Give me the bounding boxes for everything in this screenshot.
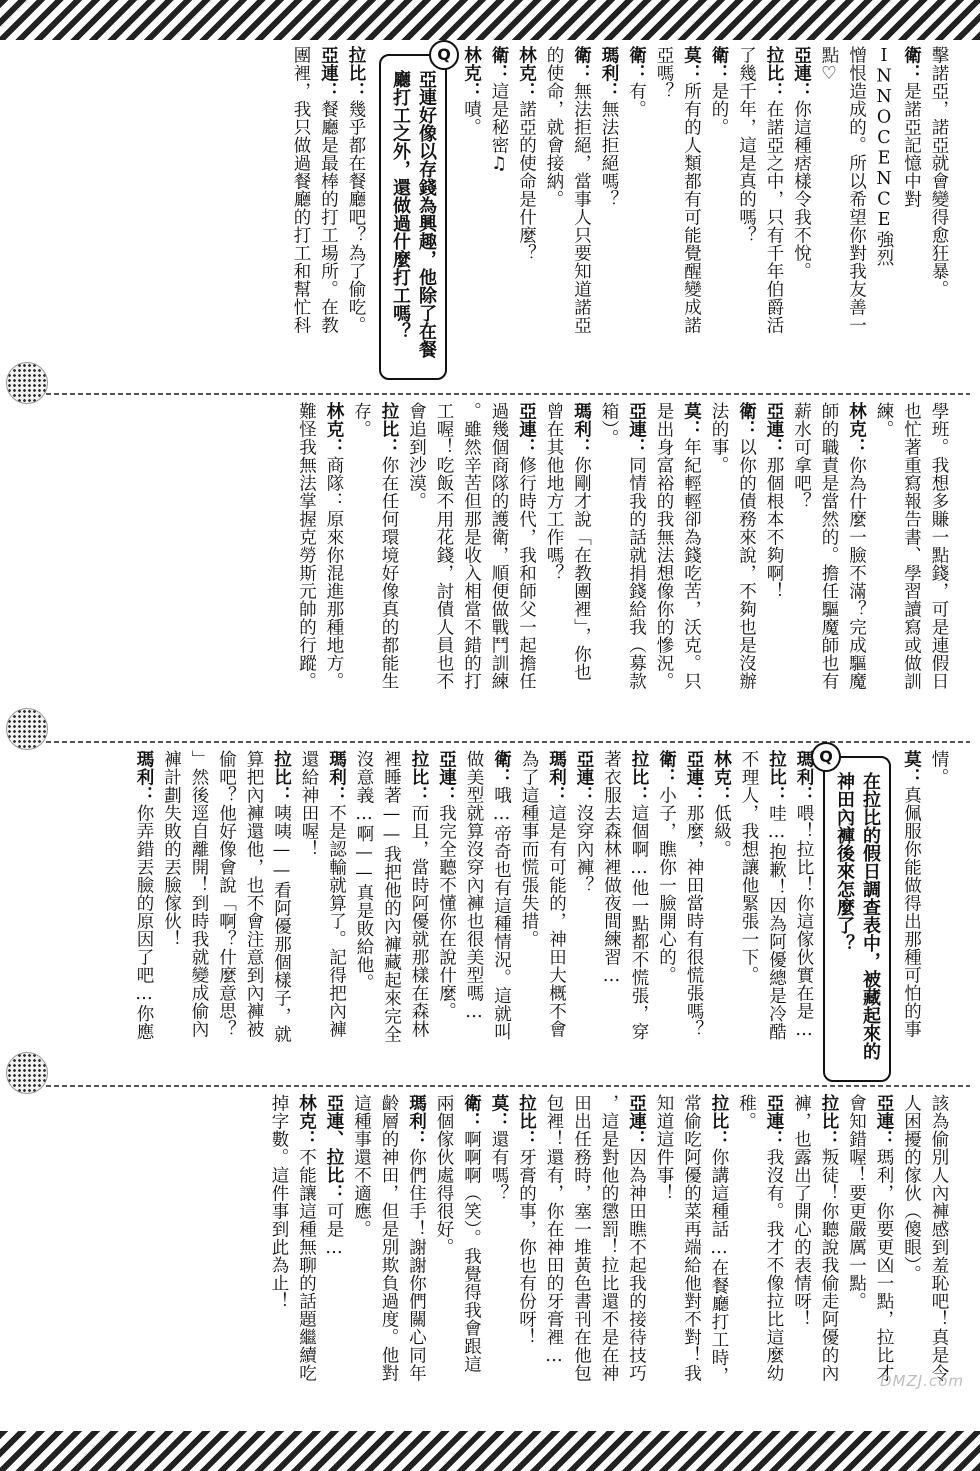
dialogue-line	[402, 402, 430, 690]
speaker-name: 拉比：	[709, 1094, 729, 1148]
speaker-name: 莫：	[901, 750, 922, 786]
dialogue-text: 因為神田瞧不起我的接待技巧	[626, 1148, 647, 1382]
dialogue-line	[790, 750, 818, 1043]
speaker-name: 衛：	[709, 46, 729, 82]
dialogue-text: 我沒有。我才不像拉比這麼幼	[764, 1148, 784, 1382]
dialogue-line	[735, 750, 763, 1043]
speaker-name: 亞連：	[436, 750, 457, 804]
dialogue-text: 褲，也露出了開心的表情呀！	[791, 1094, 812, 1328]
dialogue-text: 這個啊…他一點都不慌張，穿	[629, 804, 649, 1041]
dialogue-line	[732, 46, 760, 386]
dialogue-line	[485, 46, 513, 386]
dialogue-text: 商隊：原來你混進那種地方。	[324, 456, 344, 690]
speaker-name: 瑪利：	[134, 750, 154, 804]
halftone-dot-icon	[6, 362, 48, 404]
dialogue-line	[267, 750, 295, 1043]
dialogue-line	[320, 402, 348, 690]
dialogue-line	[295, 750, 323, 1043]
dialogue-line	[707, 750, 735, 1043]
dialogue-line	[185, 750, 213, 1043]
dialogue-text: 無法拒絕嗎？	[599, 100, 619, 208]
dialogue-line	[515, 750, 543, 1043]
dialogue-text: 做美型就算沒穿內褲也很美型嗎…	[464, 750, 484, 1023]
dialogue-line	[787, 1094, 815, 1385]
dialogue-line	[457, 402, 485, 690]
dialogue-line	[540, 402, 568, 690]
dialogue-columns	[292, 402, 952, 690]
dialogue-text: 難怪我無法掌握克勞斯元帥的行蹤。	[296, 402, 317, 690]
dialogue-text: 不能讓這種無聊的話題繼續吃	[296, 1148, 317, 1382]
qa-section-2	[52, 402, 952, 732]
dialogue-text: 稚。	[736, 1094, 757, 1130]
dialogue-line	[925, 46, 953, 386]
dialogue-text: 存。	[351, 402, 372, 438]
dialogue-text: 了幾千年，這是真的嗎？	[736, 46, 757, 244]
dialogue-line	[677, 402, 705, 690]
dialogue-text: 學班。我想多賺一點錢，可是連假日	[929, 402, 949, 690]
dialogue-line	[815, 1094, 843, 1385]
speaker-name: 莫：	[681, 402, 702, 438]
dialogue-line	[322, 750, 350, 1043]
dialogue-text: 在諾亞之中，只有千年伯爵活	[764, 100, 784, 334]
dialogue-line	[130, 750, 158, 1043]
dialogue-line	[680, 750, 708, 1043]
dialogue-text: 低級。	[711, 804, 732, 858]
dialogue-text: 而且，當時阿優就那樣在森林	[409, 804, 429, 1038]
dialogue-line	[485, 1094, 513, 1385]
dialogue-line	[760, 46, 788, 386]
dialogue-text: 你剛才說「在教團裡」，你也	[571, 456, 592, 682]
speaker-name: 瑪利：	[406, 1094, 427, 1148]
speaker-name: 亞連：	[874, 1094, 894, 1148]
dialogue-text: 包裡！還有，你在神田的牙膏裡…	[544, 1094, 564, 1367]
dialogue-text: 這是有可能的，神田大概不會	[546, 804, 567, 1038]
dialogue-text: 情。	[929, 750, 949, 786]
dialogue-text: ，這是對他的懲罰！拉比還不是在神	[599, 1094, 619, 1382]
dialogue-line	[897, 750, 925, 1038]
dialogue-text: 無法拒絕，當事人只要知道諾亞	[571, 82, 592, 334]
dialogue-line	[512, 1094, 540, 1385]
dialogue-text: 咦咦——看阿優那個樣子，就	[271, 804, 292, 1043]
dialogue-line	[897, 402, 925, 690]
dialogue-text: 褲計劃失敗的丟臉傢伙！	[161, 750, 182, 948]
dialogue-line	[567, 46, 595, 386]
halftone-dot-icon	[6, 1052, 48, 1094]
dialogue-text: 薪水可拿吧？	[791, 402, 812, 510]
speaker-name: 瑪利：	[599, 46, 619, 100]
dialogue-text: 田出任務時，塞一堆黃色書刊在他包	[571, 1094, 592, 1382]
speaker-name: 瑪利：	[571, 402, 592, 456]
speaker-name: 衛：	[656, 750, 677, 786]
speaker-name: 衛：	[901, 46, 922, 82]
dialogue-line	[432, 750, 460, 1043]
dialogue-line	[485, 402, 513, 690]
dialogue-line	[265, 1094, 293, 1385]
dialogue-text: 知道這件事！	[654, 1094, 674, 1202]
dialogue-line	[540, 46, 568, 386]
q-badge-icon: Q	[429, 40, 459, 70]
dialogue-line	[292, 1094, 320, 1385]
dialogue-line	[622, 46, 650, 386]
dialogue-columns	[457, 46, 952, 386]
watermark-text: DMZJ.com	[880, 1372, 964, 1390]
question-box: 在拉比的假日調查表中，被藏起來的神田內褲後來怎麼了？	[823, 756, 891, 1082]
dialogue-line	[652, 750, 680, 1043]
dialogue-line	[314, 46, 342, 334]
dialogue-text: 啊啊啊（笑）。我覺得我會跟這	[461, 1130, 482, 1374]
speaker-name: 林克：	[516, 46, 537, 100]
dialogue-line	[595, 1094, 623, 1385]
dialogue-line	[760, 402, 788, 690]
dialogue-line	[705, 46, 733, 386]
speaker-name: 拉比：	[271, 750, 292, 804]
speaker-name: 莫：	[489, 1094, 509, 1130]
dialogue-text: 還給神田喔！	[299, 750, 319, 858]
dialogue-text: 你這種痞樣令我不悅。	[791, 100, 812, 280]
dialogue-line	[677, 46, 705, 386]
dialogue-line	[762, 750, 790, 1043]
dialogue-text: 這是秘密♫	[489, 82, 509, 175]
dialogue-text: 法的事。	[709, 402, 729, 474]
dialogue-line	[622, 402, 650, 690]
dialogue-line	[540, 1094, 568, 1385]
dialogue-line	[925, 402, 953, 690]
dialogue-text: 不是認輸就算了。記得把內褲	[326, 804, 347, 1038]
dialogue-line	[870, 402, 898, 690]
dialogue-line	[595, 402, 623, 690]
dialogue-text: 你們住手！謝謝你們關心同年	[406, 1148, 427, 1382]
dialogue-text: 所有的人類都有可能覺醒變成諾	[681, 82, 702, 334]
answer-columns	[287, 46, 370, 334]
dialogue-line	[677, 1094, 705, 1385]
dialogue-text: 同情我的話就捐錢給我（募款	[626, 456, 647, 690]
dialogue-text: 沒穿內褲？	[574, 804, 594, 894]
dialogue-text: 齡層的神田，但是別欺負過度。他對	[379, 1094, 399, 1382]
dialogue-text: 哇…抱歉！因為阿優總是冷酷	[766, 804, 787, 1041]
dialogue-text: 的使命，就會接納。	[544, 46, 564, 208]
dialogue-line	[287, 46, 315, 334]
speaker-name: 衛：	[461, 1094, 482, 1130]
top-border-pattern	[0, 0, 980, 40]
speaker-name: 拉比：	[766, 750, 787, 804]
dialogue-line	[760, 1094, 788, 1385]
dialogue-line	[595, 46, 623, 386]
speaker-name: 林克：	[846, 402, 867, 456]
speaker-name: 拉比：	[346, 46, 366, 100]
speaker-name: 衛：	[571, 46, 592, 82]
speaker-name: 亞連：	[764, 402, 784, 456]
speaker-name: 瑪利：	[794, 750, 814, 804]
dialogue-text: 箱）。	[599, 402, 619, 448]
dialogue-line	[787, 402, 815, 690]
dialogue-line	[487, 750, 515, 1043]
dialogue-line	[650, 46, 678, 386]
dialogue-text: 哦…帝奇也有這種情況。這就叫	[491, 786, 512, 1041]
dialogue-text: 曾在其他地方工作嗎？	[544, 402, 564, 582]
dialogue-text: 也忙著重寫報告書、學習讀寫或做訓	[901, 402, 922, 690]
dialogue-text: 瑪利，你要更凶一點，拉比才	[874, 1148, 894, 1382]
dialogue-text: 幾乎都在餐廳吧？為了偷吃。	[346, 100, 366, 334]
q-badge-icon: Q	[811, 742, 841, 772]
dialogue-text: 裡睡著——我把他的內褲藏起來完全	[381, 750, 402, 1043]
dialogue-line	[625, 750, 653, 1043]
dialogue-line	[350, 750, 378, 1043]
dialogue-text: 人困擾的傢伙（傻眼）。	[901, 1094, 922, 1284]
dialogue-text: 修行時代，我和師父一起擔任	[516, 456, 537, 690]
dialogue-text: 師的職責是當然的。擔任驅魔師也有	[819, 402, 839, 690]
dialogue-line	[347, 402, 375, 690]
dialogue-line	[430, 1094, 458, 1385]
speaker-name: 林克：	[711, 750, 732, 804]
dialogue-line	[430, 402, 458, 690]
dialogue-line	[842, 1094, 870, 1385]
dialogue-text: 亞嗎？	[654, 46, 674, 100]
dialogue-text: 你在任何環境好像真的都能生	[379, 456, 399, 690]
dialogue-text: 會追到沙漠。	[406, 402, 427, 510]
dialogue-text: 這種事還不適應。	[351, 1094, 372, 1238]
dialogue-text: 是諾亞記憶中對INNOCENCE強烈	[874, 46, 922, 267]
dialogue-columns	[265, 1094, 953, 1385]
dialogue-line	[870, 1094, 898, 1385]
dialogue-line	[570, 750, 598, 1043]
speaker-name: 莫：	[681, 46, 702, 82]
dialogue-line	[567, 1094, 595, 1385]
dialogue-text: 兩個傢伙處得很好。	[434, 1094, 454, 1256]
speaker-name: 拉比：	[764, 46, 784, 100]
dialogue-line	[705, 402, 733, 690]
speaker-name: 衛：	[489, 46, 509, 82]
dialogue-line	[402, 1094, 430, 1385]
speaker-name: 拉比：	[629, 750, 649, 804]
dialogue-line	[732, 1094, 760, 1385]
dialogue-line	[650, 1094, 678, 1385]
dialogue-line	[460, 750, 488, 1043]
speaker-name: 亞連：	[574, 750, 594, 804]
bottom-border-pattern	[0, 1431, 980, 1471]
dialogue-line	[815, 46, 843, 386]
dialogue-columns	[897, 750, 952, 1038]
speaker-name: 林克：	[324, 402, 344, 456]
dialogue-line	[567, 402, 595, 690]
speaker-name: 衛：	[736, 402, 757, 438]
speaker-name: 亞連：	[764, 1094, 784, 1148]
section-divider	[30, 1085, 970, 1087]
speaker-name: 瑪利：	[326, 750, 347, 804]
dialogue-line	[157, 750, 185, 1043]
dialogue-line	[377, 750, 405, 1043]
dialogue-text: 是出身富裕的我無法想像你的慘況。	[654, 402, 674, 690]
dialogue-text: 可是…	[324, 1202, 344, 1259]
dialogue-text: 算把內褲還他，也不會注意到內褲被	[244, 750, 264, 1038]
dialogue-line	[342, 46, 370, 334]
dialogue-text: 餐廳是最棒的打工場所。在教	[318, 100, 339, 334]
dialogue-text: 我完全聽不懂你在說什麼。	[436, 804, 457, 1020]
dialogue-text: 擊諾亞，諾亞就會變得愈狂暴。	[929, 46, 949, 298]
dialogue-text: 過幾個商隊的護衛，順便做戰鬥訓練	[489, 402, 509, 690]
speaker-name: 林克：	[296, 1094, 317, 1148]
dialogue-text: 還有嗎？	[489, 1130, 509, 1202]
speaker-name: 亞連：	[684, 750, 704, 804]
dialogue-text: 團裡，我只做過餐廳的打工和幫忙科	[291, 46, 311, 334]
speaker-name: 亞連：	[318, 46, 339, 100]
dialogue-line	[212, 750, 240, 1043]
dialogue-text: 常偷吃阿優的菜再端給他對不對！我	[681, 1094, 702, 1382]
speaker-name: 拉比：	[409, 750, 429, 804]
speaker-name: 亞連、拉比：	[324, 1094, 344, 1202]
dialogue-line	[512, 402, 540, 690]
dialogue-text: 小子，瞧你一臉開心的。	[656, 786, 677, 984]
dialogue-line	[897, 1094, 925, 1385]
dialogue-line	[597, 750, 625, 1043]
dialogue-text: 為了這種事而慌張失措。	[519, 750, 539, 948]
dialogue-text: 掉字數。這件事到此為止！	[269, 1094, 289, 1310]
speaker-name: 林克：	[461, 46, 482, 100]
dialogue-line	[925, 1094, 953, 1385]
dialogue-line	[240, 750, 268, 1043]
section-divider	[30, 393, 970, 395]
dialogue-text: 嘖。	[461, 100, 482, 136]
speaker-name: 亞連：	[516, 402, 537, 456]
dialogue-text: 點♡	[819, 46, 839, 85]
dialogue-text: 真佩服你能做得出那種可怕的事	[901, 786, 922, 1038]
dialogue-text: 著衣服去森林裡做夜間練習…	[601, 750, 622, 987]
dialogue-line	[705, 1094, 733, 1385]
speaker-name: 亞連：	[626, 1094, 647, 1148]
dialogue-text: 那麼，神田當時有很慌張嗎？	[684, 804, 704, 1038]
halftone-dot-icon	[6, 708, 48, 750]
dialogue-line	[787, 46, 815, 386]
dialogue-line	[320, 1094, 348, 1385]
dialogue-line	[870, 46, 925, 386]
question-box: 亞連好像以存錢為興趣，他除了在餐廳打工之外，還做過什麼打工嗎？	[379, 54, 447, 380]
dialogue-line	[375, 402, 403, 690]
speaker-name: 拉比：	[516, 1094, 537, 1148]
dialogue-line	[405, 750, 433, 1043]
qa-section-4	[52, 1094, 952, 1428]
dialogue-line	[925, 750, 953, 1038]
dialogue-line	[542, 750, 570, 1043]
dialogue-text: 喂！拉比！你這傢伙實在是…	[794, 804, 814, 1041]
dialogue-text: 你弄錯丟臉的原因了吧…你應	[134, 804, 154, 1041]
dialogue-line	[650, 402, 678, 690]
dialogue-line	[457, 46, 485, 386]
dialogue-line	[842, 46, 870, 386]
dialogue-text: 偷吧？他好像會說「啊？什麼意思？	[216, 750, 237, 1038]
speaker-name: 衛：	[491, 750, 512, 786]
speaker-name: 拉比：	[819, 1094, 839, 1148]
dialogue-text: 你為什麼一臉不滿？完成驅魔	[846, 456, 867, 690]
dialogue-text: 牙膏的事，你也有份呀！	[516, 1148, 537, 1346]
dialogue-text: 不理人，我想讓他緊張一下。	[739, 750, 759, 984]
speaker-name: 拉比：	[379, 402, 399, 456]
dialogue-line	[347, 1094, 375, 1385]
dialogue-line	[512, 46, 540, 386]
dialogue-text: 」然後逕自離開！到時我就變成偷內	[189, 750, 209, 1038]
dialogue-text: 有。	[626, 82, 647, 118]
dialogue-text: 你講這種話…在餐廳打工時，	[709, 1148, 729, 1385]
speaker-name: 衛：	[626, 46, 647, 82]
dialogue-line	[375, 1094, 403, 1385]
qa-section-1	[52, 46, 952, 386]
dialogue-text: 是的。	[709, 82, 729, 136]
dialogue-line	[732, 402, 760, 690]
answer-columns	[130, 750, 818, 1043]
dialogue-text: 以你的債務來說，不夠也是沒辦	[736, 438, 757, 690]
dialogue-text: 叛徒！你聽說我偷走阿優的內	[819, 1148, 839, 1382]
speaker-name: 亞連：	[626, 402, 647, 456]
dialogue-line	[457, 1094, 485, 1385]
dialogue-text: 年紀輕輕卻為錢吃苦，沃克。只	[681, 438, 702, 690]
dialogue-text: 。雖然辛苦但那是收入相當不錯的打	[461, 402, 482, 690]
dialogue-line	[622, 1094, 650, 1385]
dialogue-text: 沒意義…啊——真是敗給他。	[354, 750, 374, 992]
dialogue-text: 諾亞的使命是什麼？	[516, 100, 537, 262]
dialogue-text: 該為偷別人內褲感到羞恥吧！真是令	[929, 1094, 949, 1382]
speaker-name: 亞連：	[791, 46, 812, 100]
dialogue-line	[842, 402, 870, 690]
qa-section-3	[52, 747, 952, 1078]
dialogue-line	[292, 402, 320, 690]
dialogue-text: 練。	[874, 402, 894, 438]
dialogue-text: 那個根本不夠啊！	[764, 456, 784, 600]
dialogue-text: 工喔！吃飯不用花錢，討債人員也不	[434, 402, 454, 690]
dialogue-text: 會知錯喔！要更嚴厲一點。	[846, 1094, 867, 1310]
speaker-name: 瑪利：	[546, 750, 567, 804]
dialogue-text: 憎恨造成的。所以希望你對我友善一	[846, 46, 867, 334]
dialogue-line	[815, 402, 843, 690]
